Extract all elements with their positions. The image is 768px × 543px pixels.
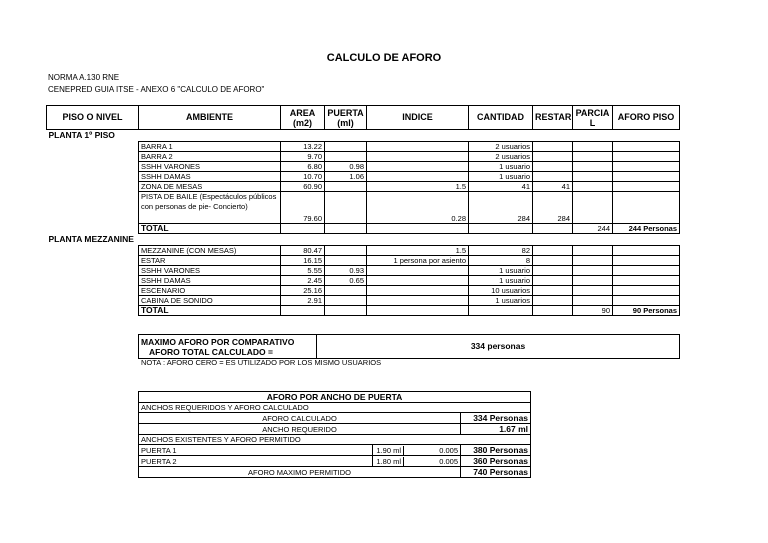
cell-area: 25.16 — [281, 286, 325, 296]
table-row — [47, 142, 680, 152]
cell-cantidad: 1 usuario — [469, 276, 533, 286]
puerta-factor-value: 0.005 — [439, 456, 458, 466]
cell-cantidad: 41 — [469, 182, 533, 192]
group-row-mezzanine — [47, 234, 680, 246]
cell-indice — [367, 296, 469, 306]
cell-puerta — [325, 296, 367, 306]
ancho-req-label: ANCHO REQUERIDO — [139, 424, 461, 435]
cell-indice — [367, 152, 469, 162]
header-cantidad: CANTIDAD — [469, 106, 533, 130]
cell-area: 60.90 — [281, 182, 325, 192]
cell-puerta — [325, 286, 367, 296]
puerta-title: AFORO POR ANCHO DE PUERTA — [139, 392, 531, 403]
puerta-table — [138, 391, 531, 478]
cell-indice — [367, 162, 469, 172]
cell-ambiente: SSHH DAMAS — [139, 172, 281, 182]
table-row — [47, 296, 680, 306]
cell-ambiente: MEZZANINE (CON MESAS) — [139, 246, 281, 256]
puerta-label: PUERTA 1 — [139, 445, 373, 456]
max-aforo-line1: MAXIMO AFORO POR COMPARATIVO — [141, 336, 295, 347]
table-row — [47, 172, 680, 182]
total-row-planta1 — [47, 224, 680, 234]
header-aforo: AFORO PISO — [613, 106, 680, 130]
max-aforo-line2: AFORO TOTAL CALCULADO = — [149, 346, 273, 357]
max-permitido-label: AFORO MAXIMO PERMITIDO — [139, 467, 461, 478]
cell-puerta: 0.93 — [325, 266, 367, 276]
group-row-planta1 — [47, 130, 680, 142]
total-row-mezzanine — [47, 306, 680, 316]
cell-area: 80.47 — [281, 246, 325, 256]
cell-puerta — [325, 256, 367, 266]
cell-indice — [367, 286, 469, 296]
cell-area: 13.22 — [281, 142, 325, 152]
cell-ambiente: BARRA 2 — [139, 152, 281, 162]
cell-area: 6.80 — [281, 162, 325, 172]
cell-restar — [533, 162, 573, 172]
puerta-label: PUERTA 2 — [139, 456, 373, 467]
cell-ambiente: SSHH VARONES — [139, 266, 281, 276]
cell-indice: 1 persona por asiento — [367, 256, 469, 266]
cell-ambiente: PISTA DE BAILE (Espectáculos públicos con personas de pie- Concierto) — [139, 192, 281, 224]
cell-indice — [367, 276, 469, 286]
cell-area: 5.55 — [281, 266, 325, 276]
puerta-ancho: 1.90 ml — [373, 446, 404, 455]
cell-ambiente: SSHH DAMAS — [139, 276, 281, 286]
table-row — [47, 276, 680, 286]
cell-ambiente: ZONA DE MESAS — [139, 182, 281, 192]
nota-text: NOTA : AFORO CERO = ES UTILIZADO POR LOS MISMO USUARIOS — [141, 358, 382, 367]
cell-area: 16.15 — [281, 256, 325, 266]
cell-puerta — [325, 182, 367, 192]
cell-cantidad: 10 usuarios — [469, 286, 533, 296]
header-area: AREA (m2) — [281, 106, 325, 130]
header-puerta: PUERTA (ml) — [325, 106, 367, 130]
header-parcial: PARCIA L — [573, 106, 613, 130]
header-piso: PISO O NIVEL — [47, 106, 139, 130]
table-row — [47, 256, 680, 266]
cell-cantidad: 2 usuarios — [469, 152, 533, 162]
cell-indice — [367, 266, 469, 276]
cell-indice: 1.5 — [367, 182, 469, 192]
table-row — [47, 182, 680, 192]
aforo-calc-label: AFORO CALCULADO — [139, 413, 461, 424]
aforo-calc-value: 334 Personas — [461, 413, 531, 424]
cell-cantidad: 8 — [469, 256, 533, 266]
header-restar: RESTAR — [533, 106, 573, 130]
group-label-mezzanine: PLANTA MEZZANINE — [48, 234, 134, 244]
cenepred-text: CENEPRED GUIA ITSE - ANEXO 6 "CALCULO DE AFORO" — [48, 85, 265, 94]
parcial-value: 90 — [573, 306, 613, 316]
cell-puerta — [325, 152, 367, 162]
cell-area: 2.45 — [281, 276, 325, 286]
table-row — [47, 246, 680, 256]
table-row — [47, 266, 680, 276]
cell-puerta — [325, 246, 367, 256]
total-label: TOTAL — [139, 306, 281, 316]
cell-ambiente: ESTAR — [139, 256, 281, 266]
cell-restar: 284 — [533, 192, 573, 224]
cell-puerta: 0.98 — [325, 162, 367, 172]
puerta-row — [139, 445, 531, 456]
cell-restar — [533, 152, 573, 162]
cell-cantidad: 82 — [469, 246, 533, 256]
header-indice: INDICE — [367, 106, 469, 130]
cell-ambiente: SSHH VARONES — [139, 162, 281, 172]
cell-puerta — [325, 142, 367, 152]
puerta-ancho: 1.80 ml — [373, 457, 404, 466]
max-aforo-labels — [139, 335, 317, 359]
cell-restar — [533, 172, 573, 182]
cell-ambiente: CABINA DE SONIDO — [139, 296, 281, 306]
cell-cantidad: 1 usuario — [469, 266, 533, 276]
table-row — [47, 152, 680, 162]
puerta-factor-value: 0.005 — [439, 445, 458, 455]
cell-area: 79.60 — [281, 192, 325, 224]
total-label: TOTAL — [139, 224, 281, 234]
puerta-factor — [373, 456, 461, 467]
max-aforo-box — [138, 334, 680, 359]
puerta-row — [139, 456, 531, 467]
cell-restar — [533, 142, 573, 152]
page-title: CALCULO DE AFORO — [326, 52, 442, 64]
cell-puerta: 0.65 — [325, 276, 367, 286]
norma-text: NORMA A.130 RNE — [48, 73, 120, 82]
cell-indice: 0.28 — [367, 192, 469, 224]
cell-area: 10.70 — [281, 172, 325, 182]
table-row-pista — [47, 192, 680, 224]
cell-ambiente: BARRA 1 — [139, 142, 281, 152]
puerta-aforo: 380 Personas — [461, 445, 531, 456]
cell-puerta: 1.06 — [325, 172, 367, 182]
exist-header: ANCHOS EXISTENTES Y AFORO PERMITIDO — [139, 435, 531, 445]
cell-cantidad: 1 usuario — [469, 162, 533, 172]
max-aforo-value: 334 personas — [317, 335, 680, 359]
header-ambiente: AMBIENTE — [139, 106, 281, 130]
cell-area: 9.70 — [281, 152, 325, 162]
cell-cantidad: 1 usuarios — [469, 296, 533, 306]
cell-indice — [367, 142, 469, 152]
cell-area: 2.91 — [281, 296, 325, 306]
aforo-piso-value: 90 Personas — [613, 306, 680, 316]
parcial-value: 244 — [573, 224, 613, 234]
table-row — [47, 286, 680, 296]
group-label-planta1: PLANTA 1º PISO — [48, 130, 115, 141]
cell-indice: 1.5 — [367, 246, 469, 256]
cell-cantidad: 2 usuarios — [469, 142, 533, 152]
cell-restar: 41 — [533, 182, 573, 192]
cell-cantidad: 1 usuario — [469, 172, 533, 182]
aforo-table — [46, 105, 680, 316]
aforo-piso-value: 244 Personas — [613, 224, 680, 234]
cell-cantidad: 284 — [469, 192, 533, 224]
header-row — [47, 106, 680, 130]
ancho-req-value: 1.67 ml — [461, 424, 531, 435]
req-header: ANCHOS REQUERIDOS Y AFORO CALCULADO — [139, 403, 531, 413]
puerta-factor — [373, 445, 461, 456]
table-row — [47, 162, 680, 172]
cell-indice — [367, 172, 469, 182]
puerta-aforo: 360 Personas — [461, 456, 531, 467]
max-permitido-value: 740 Personas — [461, 467, 531, 478]
cell-ambiente: ESCENARIO — [139, 286, 281, 296]
